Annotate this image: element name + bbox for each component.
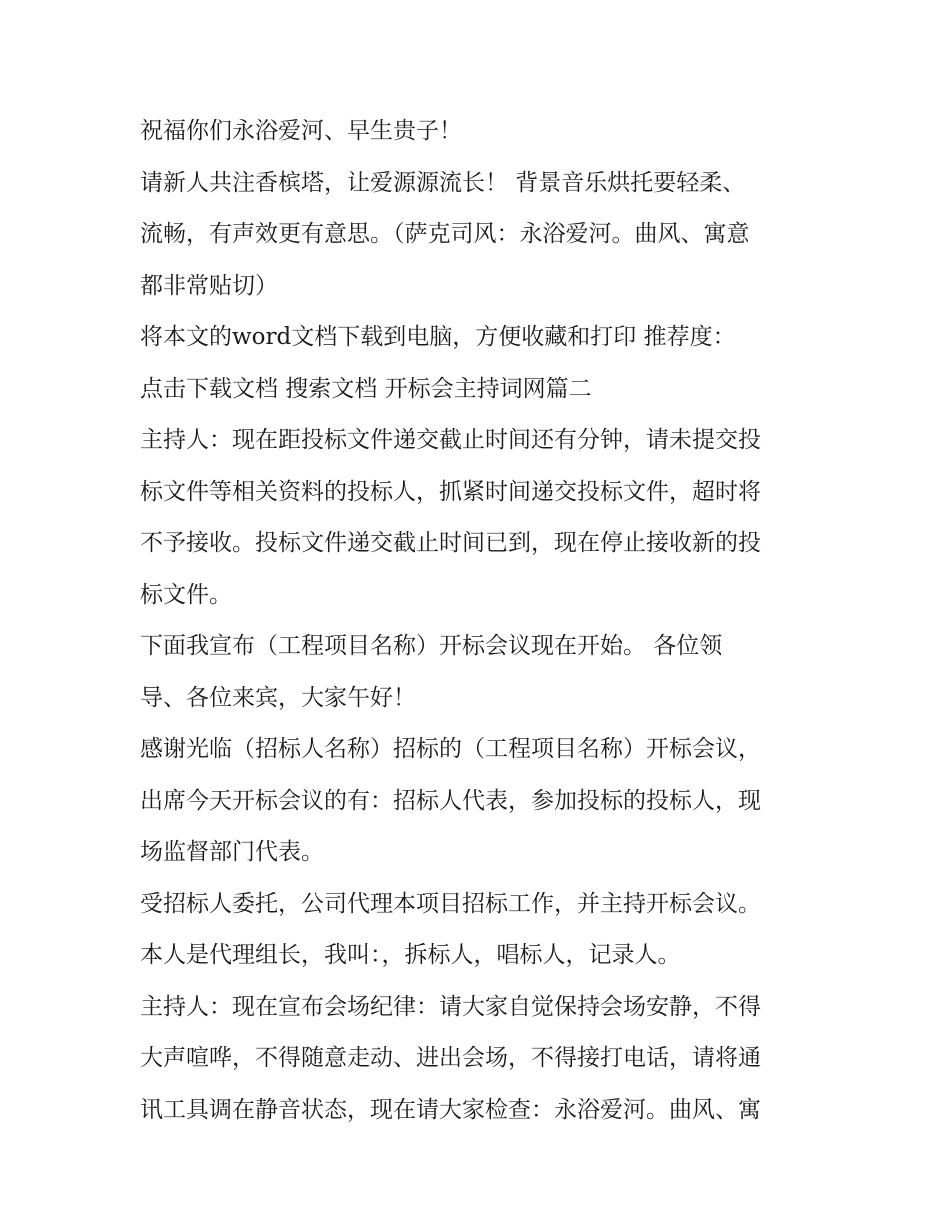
text-line: 标文件等相关资料的投标人，抓紧时间递交投标文件，超时将	[140, 478, 761, 505]
text-line: 本人是代理组长，我叫：，拆标人，唱标人，记录人。	[140, 942, 681, 968]
text-line: 流畅，有声效更有意思。（萨克司风：永浴爱河。曲风、寓意	[140, 221, 750, 247]
text-line: 受招标人委托，公司代理本项目招标工作，并主持开标会议。	[140, 890, 761, 917]
text-line: 祝福你们永浴爱河、早生贵子！	[140, 118, 462, 144]
text-line: 导、各位来宾，大家午好！	[140, 684, 416, 711]
text-line: 场监督部门代表。	[140, 839, 324, 865]
text-line: 主持人：现在宣布会场纪律：请大家自觉保持会场安静，不得	[140, 993, 761, 1020]
text-line: 不予接收。投标文件递交截止时间已到，现在停止接收新的投	[140, 530, 761, 556]
text-line: 都非常贴切）	[140, 272, 278, 299]
text-line: 点击下载文档 搜索文档 开标会主持词网篇二	[140, 375, 592, 402]
text-line: 大声喧哗，不得随意走动、进出会场，不得接打电话，请将通	[140, 1045, 761, 1071]
text-line: 主持人：现在距投标文件递交截止时间还有分钟，请未提交投	[140, 427, 761, 453]
text-line: 请新人共注香槟塔，让爱源源流长！ 背景音乐烘托要轻柔、	[140, 169, 746, 196]
text-line: 将本文的word文档下载到电脑，方便收藏和打印 推荐度：	[140, 324, 736, 350]
text-line: 标文件。	[140, 581, 232, 608]
text-line: 讯工具调在静音状态，现在请大家检查：永浴爱河。曲风、寓	[140, 1096, 761, 1123]
text-line: 下面我宣布（工程项目名称）开标会议现在开始。 各位领	[140, 633, 723, 659]
document-body	[140, 106, 820, 1136]
text-line: 出席今天开标会议的有：招标人代表，参加投标的投标人，现	[140, 787, 761, 814]
text-line: 感谢光临（招标人名称）招标的（工程项目名称）开标会议，	[140, 736, 761, 762]
